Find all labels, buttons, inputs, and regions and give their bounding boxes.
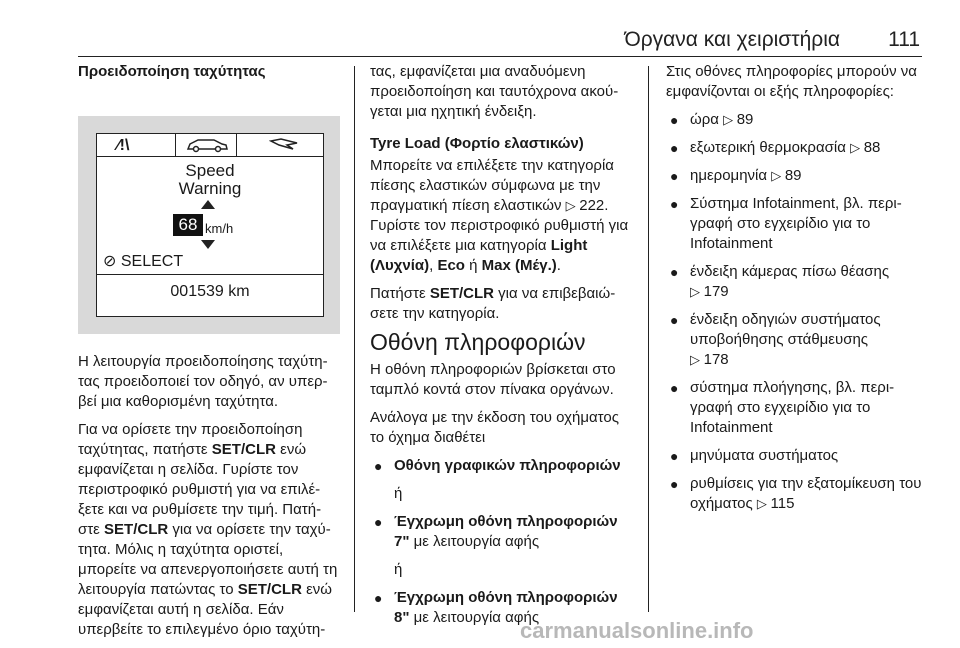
column-1 — [78, 62, 340, 648]
check-icon: ⊘ — [103, 253, 121, 270]
list-item: ● Έγχρωμη οθόνη πληροφοριών 7" με λειτουργία αφής — [374, 513, 618, 550]
list-item: ● ώρα ▷ 89 — [670, 111, 754, 128]
watermark: carmanualsonline.info — [520, 618, 754, 643]
paragraph: τας, εμφανίζεται μια αναδυόμενη προειδοποίηση και ταυτόχρονα ακού-γεται μια ηχητική ένδειξη. — [370, 63, 619, 120]
paragraph: Μπορείτε να επιλέξετε την κατηγορία πίεσης ελαστικών σύμφωνα με την πραγματική πίεση ελαστικών ▷ 222. Γυρίστε τον περιστροφικό ρυθμιστή για να επιλέξετε μια κατηγορία Light (Λυχνία), Eco ή Max (Μέγ.). — [370, 157, 629, 274]
list-item: ● σύστημα πλοήγησης, βλ. περι-γραφή στο εγχειρίδιο για το Infotainment — [670, 379, 895, 436]
divider — [97, 274, 323, 275]
page-ref-icon: ▷ — [850, 140, 864, 155]
odometer: 001539 km — [170, 283, 250, 300]
paragraph: Η οθόνη πληροφοριών βρίσκεται στο ταμπλό κοντά στον πίνακα οργάνων. — [370, 361, 616, 398]
section-heading: Οθόνη πληροφοριών — [370, 329, 586, 355]
select-text: SELECT — [120, 253, 184, 270]
header-rule — [78, 56, 922, 57]
column-2 — [370, 62, 632, 636]
select-label — [103, 252, 183, 272]
paragraph: Στις οθόνες πληροφορίες μπορούν να εμφανίζονται οι εξής πληροφορίες: — [666, 63, 917, 100]
page-header — [0, 0, 960, 52]
paragraph: Για να ορίσετε την προειδοποίηση ταχύτητας, πατήστε SET/CLR ενώ εμφανίζεται η σελίδα. Γυρίστε τον περιστροφικό ρυθμιστή για να επιλέ-ξετε και να ρυθμίσετε την τιμή. Πατή-στε SET/CLR για να ορίσετε την ταχύ-τητα. Μόλις η ταχύτητα οριστεί, μπορείτε να απενεργοποιήσετε αυτή τη λειτουργία πατώντας το SET/CLR ενώ εμφανίζεται αυτή η σελίδα. Εάν υπερβείτε το επιλεγμένο όριο ταχύτη- — [78, 421, 338, 638]
paragraph: Η λειτουργία προειδοποίησης ταχύτη-τας προειδοποιεί τον οδηγό, αν υπερ-βεί μια καθορισμένη ταχύτητα. — [78, 353, 328, 410]
display-list — [370, 456, 632, 628]
list-item: ● ημερομηνία ▷ 89 — [670, 167, 802, 184]
section-heading: Προειδοποίηση ταχύτητας — [78, 63, 266, 80]
list-item: ● ρυθμίσεις για την εξατομίκευση του οχήματος ▷ 115 — [670, 475, 922, 512]
paragraph: Ανάλογα με την έκδοση του οχήματος το όχημα διαθέτει — [370, 409, 619, 446]
page-ref-icon: ▷ — [771, 168, 785, 183]
subheading: Tyre Load (Φορτίο ελαστικών) — [370, 135, 584, 152]
list-item: ● Οθόνη γραφικών πληροφοριών — [374, 457, 621, 474]
label-line2: Warning — [178, 179, 242, 198]
car-icon — [175, 133, 237, 157]
instrument-display — [96, 133, 324, 317]
down-arrow-icon — [201, 240, 215, 249]
up-arrow-icon — [201, 200, 215, 209]
list-item: ● μηνύματα συστήματος — [670, 447, 839, 464]
list-item: ● ένδειξη οδηγιών συστήματος υποβοήθησης στάθμευσης ▷ 178 — [670, 311, 881, 368]
page-number: 111 — [888, 28, 920, 51]
page-ref-icon: ▷ — [565, 198, 580, 213]
or-text: ή — [394, 561, 403, 578]
page-ref-icon: ▷ — [690, 284, 704, 299]
or-text: ή — [394, 485, 403, 502]
list-item: ● Έγχρωμη οθόνη πληροφοριών 8" με λειτουργία αφής — [374, 589, 618, 626]
speed-warning-label — [97, 162, 323, 198]
divider — [97, 156, 323, 157]
list-item: ● ένδειξη κάμερας πίσω θέασης ▷ 179 — [670, 263, 890, 300]
label-line1: Speed — [185, 161, 235, 180]
column-3 — [666, 62, 928, 522]
page-ref-icon: ▷ — [690, 352, 704, 367]
column-divider — [354, 66, 355, 612]
info-list — [666, 110, 928, 514]
speed-value: 68 — [173, 214, 203, 236]
warning-icon: ⁄!\ — [117, 137, 130, 154]
paragraph: Πατήστε SET/CLR για να επιβεβαιώ-σετε την κατηγορία. — [370, 285, 616, 322]
speed-warning-figure — [78, 116, 340, 334]
page-ref-icon: ▷ — [723, 112, 737, 127]
list-item: ● εξωτερική θερμοκρασία ▷ 88 — [670, 139, 881, 156]
list-item: ● Σύστημα Infotainment, βλ. περι-γραφή στο εγχειρίδιο για το Infotainment — [670, 195, 902, 252]
speed-unit: km/h — [205, 221, 234, 236]
page-title: Όργανα και χειριστήρια — [624, 28, 840, 51]
column-divider — [648, 66, 649, 612]
page-ref-icon: ▷ — [756, 496, 771, 511]
wing-icon — [269, 136, 299, 156]
